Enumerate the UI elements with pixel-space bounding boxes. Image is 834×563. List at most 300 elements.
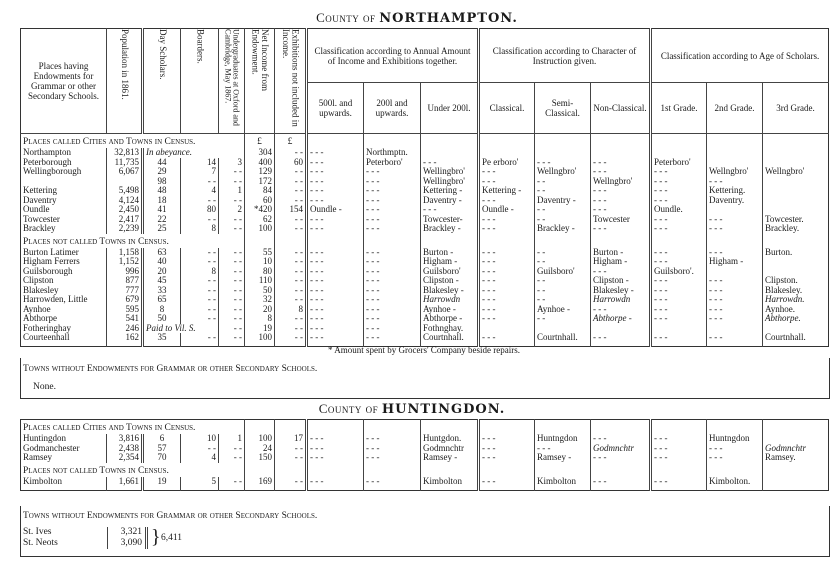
cell-g1: - - -	[651, 196, 707, 206]
cell-board: - -	[181, 177, 219, 187]
cell-cl: - - -	[479, 305, 535, 315]
cell-exh: - -	[275, 186, 307, 196]
table-row	[21, 205, 829, 215]
pound-sign-exhibitions: £	[275, 134, 307, 149]
cell-semi	[535, 324, 591, 334]
cell-pop: 5,498	[107, 186, 143, 196]
cell-place: Peterborough	[23, 157, 72, 167]
cell-ug: - -	[219, 477, 245, 487]
cell-g2: - - -	[707, 314, 763, 324]
cell-g1: - - -	[651, 295, 707, 305]
header-2nd-grade: 2nd Grade.	[707, 83, 763, 134]
cell-iu: Fothnghay.	[421, 324, 479, 334]
cell-semi: Daventry -	[535, 196, 591, 206]
cell-iu: - - -	[421, 158, 479, 168]
cell-non: - - -	[591, 224, 651, 234]
cell-day: 20	[143, 267, 181, 277]
cell-g3: Courtnhall.	[763, 333, 829, 343]
cell-non: Godmnchtr	[591, 444, 651, 454]
without-title: Towns without Endowments for Grammar or other Secondary Schools.	[23, 364, 318, 374]
cell-cl: - - -	[479, 224, 535, 234]
table-row	[21, 177, 829, 187]
cell-ug: - -	[219, 286, 245, 296]
table-row	[21, 295, 829, 305]
cell-i500: - - -	[307, 224, 364, 234]
cell-ug: - -	[219, 305, 245, 315]
without-total: 6,411	[161, 533, 183, 543]
table-row	[21, 434, 829, 444]
cell-pop: 679	[107, 295, 143, 305]
cell-pop: 2,354	[107, 453, 143, 463]
cell-i500: - - -	[307, 434, 364, 444]
cell-exh: - -	[275, 215, 307, 225]
cell-exh: - -	[275, 267, 307, 277]
section-label: Places not called Towns in Census.	[23, 236, 169, 247]
cell-place: Abthorpe	[23, 314, 57, 323]
cell-semi: Courtnhall.	[535, 333, 591, 343]
cell-i500: - - -	[307, 158, 364, 168]
cell-income: 8	[245, 314, 275, 324]
cell-place: Huntingdon	[23, 434, 67, 443]
cell-g3: Abthorpe.	[763, 314, 829, 324]
cell-i500: - - -	[307, 295, 364, 305]
cell-g2: - - -	[707, 248, 763, 258]
cell-cl: - - -	[479, 215, 535, 225]
cell-exh: - -	[275, 333, 307, 343]
cell-day: 40	[143, 257, 181, 267]
cell-ug: - -	[219, 444, 245, 454]
cell-iu: Clipston -	[421, 276, 479, 286]
huntingdon-without-box	[20, 506, 830, 557]
cell-cl: - - -	[479, 286, 535, 296]
cell-income: 55	[245, 248, 275, 258]
cell-day: 70	[143, 453, 181, 463]
cell-exh: - -	[275, 248, 307, 258]
cell-iu: Kettering -	[421, 186, 479, 196]
cell-iu: Aynhoe -	[421, 305, 479, 315]
cell-pop: 4,124	[107, 196, 143, 206]
cell-pop: 541	[107, 314, 143, 324]
header-population: Population in 1861.	[119, 29, 130, 100]
cell-iu: Ramsey -	[421, 453, 479, 463]
cell-non: - - -	[591, 267, 651, 277]
cell-pop: 2,239	[107, 224, 143, 234]
cell-g3: Burton.	[763, 248, 829, 258]
cell-g3	[763, 148, 829, 158]
cell-exh: 60	[275, 158, 307, 168]
cell-pop: 1,152	[107, 257, 143, 267]
cell-cl: - - -	[479, 196, 535, 206]
cell-exh: - -	[275, 196, 307, 206]
cell-board: - -	[181, 196, 219, 206]
cell-g1: Oundle.	[651, 205, 707, 215]
cell-day: 29	[143, 167, 181, 177]
cell-i500: - - -	[307, 148, 364, 158]
section-cities-label: Places called Cities and Towns in Census.	[23, 137, 196, 147]
cell-i200: - - -	[364, 477, 421, 487]
cell-pop: 777	[107, 286, 143, 296]
pound-sign-income: £	[245, 134, 275, 149]
cell-g1: - - -	[651, 186, 707, 196]
cell-i500: - - -	[307, 324, 364, 334]
cell-pop: 996	[107, 267, 143, 277]
cell-g1: - - -	[651, 215, 707, 225]
cell-g2	[707, 205, 763, 215]
cell-pop: 11,735	[107, 158, 143, 168]
cell-board: - -	[181, 248, 219, 258]
cell-i200: - - -	[364, 444, 421, 454]
cell-cl: - - -	[479, 248, 535, 258]
cell-income: 150	[245, 453, 275, 463]
cell-ug: - -	[219, 333, 245, 343]
list-item	[23, 538, 142, 549]
cell-g2: Daventry.	[707, 196, 763, 206]
cell-place: Daventry	[23, 195, 57, 205]
cell-g1: - - -	[651, 276, 707, 286]
cell-i200: - - -	[364, 267, 421, 277]
cell-g1: - - -	[651, 257, 707, 267]
cell-g1: - - -	[651, 333, 707, 343]
cell-pop: 595	[107, 305, 143, 315]
cell-income: 100	[245, 224, 275, 234]
cell-g3: Brackley.	[763, 224, 829, 234]
cell-i200: - - -	[364, 305, 421, 315]
title-name: NORTHAMPTON.	[379, 11, 518, 26]
cell-place: Higham Ferrers	[23, 257, 80, 266]
cell-semi: - -	[535, 186, 591, 196]
cell-g2: - - -	[707, 276, 763, 286]
cell-board: - -	[181, 257, 219, 267]
cell-day: 45	[143, 276, 181, 286]
table-row	[21, 477, 829, 487]
huntingdon-title	[0, 402, 829, 417]
cell-ug: - -	[219, 295, 245, 305]
cell-income: 110	[245, 276, 275, 286]
cell-g2: Kettering.	[707, 186, 763, 196]
cell-g2	[707, 267, 763, 277]
cell-place: Burton Latimer	[23, 247, 79, 257]
cell-iu: Towcester-	[421, 215, 479, 225]
cell-g2	[707, 324, 763, 334]
cell-g2: - - -	[707, 177, 763, 187]
cell-exh: - -	[275, 477, 307, 487]
cell-cl: - - -	[479, 477, 535, 487]
cell-income: 24	[245, 444, 275, 454]
cell-i200: - - -	[364, 248, 421, 258]
cell-i200: - - -	[364, 276, 421, 286]
cell-place: Ramsey	[23, 453, 52, 462]
cell-g2: - - -	[707, 333, 763, 343]
title-name: HUNTINGDON.	[381, 402, 506, 417]
cell-g3: Aynhoe.	[763, 305, 829, 315]
cell-g1: - - -	[651, 314, 707, 324]
cell-semi: - -	[535, 295, 591, 305]
cell-g2: Wellngbro'	[707, 167, 763, 177]
cell-g3: Wellngbro'	[763, 167, 829, 177]
cell-non: - - -	[591, 333, 651, 343]
cell-i500: - - -	[307, 177, 364, 187]
header-semi-classical: Semi-Classical.	[535, 83, 591, 134]
cell-ug: - -	[219, 453, 245, 463]
population: 3,321	[107, 527, 142, 538]
without-title: Towns without Endowments for Grammar or other Secondary Schools.	[23, 511, 318, 521]
cell-day: 35	[143, 333, 181, 343]
cell-i200: - - -	[364, 453, 421, 463]
cell-place: Kettering	[23, 186, 57, 195]
cell-non: Towcester	[591, 215, 651, 225]
cell-i500: - - -	[307, 314, 364, 324]
cell-iu: Blakesley -	[421, 286, 479, 296]
cell-place: Wellingborough	[23, 167, 82, 176]
cell-cl: Pe erboro'	[479, 158, 535, 168]
cell-board: - -	[181, 305, 219, 315]
cell-i500: - - -	[307, 477, 364, 487]
cell-g1: Peterboro'	[651, 158, 707, 168]
cell-place: Harrowden, Little	[23, 295, 88, 304]
cell-i200: - - -	[364, 434, 421, 444]
cell-place: Northampton	[23, 148, 71, 157]
cell-g1: - - -	[651, 434, 707, 444]
cell-cl: Oundle -	[479, 205, 535, 215]
header-net-income: Net Income from Endowment.	[250, 29, 270, 91]
cell-g2	[707, 158, 763, 168]
table-row	[21, 257, 829, 267]
cell-i200: - - -	[364, 295, 421, 305]
header-instruction-group: Classification according to Character of Instruction given.	[479, 29, 651, 83]
cell-day: Paid to Vil. S.	[143, 324, 219, 334]
cell-iu: Guilsboro'	[421, 267, 479, 277]
cell-day: 41	[143, 205, 181, 215]
cell-non: Blakesley -	[591, 286, 651, 296]
cell-exh: - -	[275, 453, 307, 463]
cell-g3	[763, 196, 829, 206]
cell-ug: 3	[219, 158, 245, 168]
list-item	[23, 527, 142, 538]
cell-g2: - - -	[707, 305, 763, 315]
cell-g3: Ramsey.	[763, 453, 829, 463]
without-value: None.	[33, 382, 56, 392]
table-row	[21, 314, 829, 324]
cell-place: Aynhoe	[23, 304, 51, 314]
cell-i200: - - -	[364, 205, 421, 215]
cell-cl: - - -	[479, 333, 535, 343]
cell-iu: Daventry -	[421, 196, 479, 206]
cell-ug: - -	[219, 177, 245, 187]
cell-board: 10	[181, 434, 219, 444]
cell-i200: - - -	[364, 257, 421, 267]
cell-g2: Higham -	[707, 257, 763, 267]
cell-ug: - -	[219, 276, 245, 286]
cell-g3: Blakesley.	[763, 286, 829, 296]
cell-ug: 1	[219, 186, 245, 196]
cell-iu: Harrowdn	[421, 295, 479, 305]
cell-income: 19	[245, 324, 275, 334]
title-prefix: County of	[318, 401, 379, 416]
northampton-title	[0, 11, 834, 26]
cell-i500: - - -	[307, 276, 364, 286]
cell-semi	[535, 148, 591, 158]
cell-iu: Brackley -	[421, 224, 479, 234]
cell-place: Brackley	[23, 224, 56, 233]
cell-cl: - - -	[479, 434, 535, 444]
header-3rd-grade: 3rd Grade.	[763, 83, 829, 134]
table-row	[21, 224, 829, 234]
cell-ug: - -	[219, 215, 245, 225]
cell-board: 80	[181, 205, 219, 215]
cell-cl: - - -	[479, 444, 535, 454]
cell-g1: Guilsboro'.	[651, 267, 707, 277]
cell-income: 50	[245, 286, 275, 296]
cell-non: - - -	[591, 167, 651, 177]
cell-iu: Wellingbro'	[421, 167, 479, 177]
cell-semi: - -	[535, 205, 591, 215]
cell-g2: - - -	[707, 286, 763, 296]
cell-g1: - - -	[651, 177, 707, 187]
table-row	[21, 276, 829, 286]
cell-board: - -	[181, 314, 219, 324]
footnote: * Amount spent by Grocers' Company beside repairs.	[327, 345, 521, 355]
section-label: Places not called Towns in Census.	[23, 465, 169, 476]
cell-i500: - - -	[307, 167, 364, 177]
cell-iu: Huntgdon.	[421, 434, 479, 444]
cell-non	[591, 324, 651, 334]
cell-income: *420	[245, 205, 275, 215]
cell-exh: 17	[275, 434, 307, 444]
cell-cl: - - -	[479, 167, 535, 177]
cell-i200: - - -	[364, 286, 421, 296]
cell-g3	[763, 324, 829, 334]
cell-semi: Ramsey -	[535, 453, 591, 463]
cell-income: 169	[245, 477, 275, 487]
cell-i200: Northmptn.	[364, 148, 421, 158]
cell-non: - - -	[591, 158, 651, 168]
cell-income: 100	[245, 434, 275, 444]
cell-ug: - -	[219, 167, 245, 177]
cell-place: Guilsborough	[23, 266, 73, 276]
cell-income: 80	[245, 267, 275, 277]
cell-i500: Oundle -	[307, 205, 364, 215]
cell-semi: - -	[535, 248, 591, 258]
cell-i500: - - -	[307, 333, 364, 343]
cell-g2: Kimbolton.	[707, 477, 763, 487]
cell-exh: 8	[275, 305, 307, 315]
cell-iu: Courtnhall.	[421, 333, 479, 343]
cell-semi: - -	[535, 314, 591, 324]
cell-g3	[763, 177, 829, 187]
cell-income: 129	[245, 167, 275, 177]
cell-g1	[651, 148, 707, 158]
cell-non	[591, 148, 651, 158]
cell-pop: 2,417	[107, 215, 143, 225]
table-row	[21, 453, 829, 463]
header-1st-grade: 1st Grade.	[651, 83, 707, 134]
header-age-group: Classification according to Age of Scholars.	[651, 29, 829, 83]
cell-i200: - - -	[364, 196, 421, 206]
cell-iu: Godmnchtr	[421, 444, 479, 454]
cell-i200: - - -	[364, 314, 421, 324]
cell-g1: - - -	[651, 224, 707, 234]
cell-semi: - -	[535, 257, 591, 267]
cell-ug: - -	[219, 314, 245, 324]
cell-non: - - -	[591, 305, 651, 315]
cell-non: Higham -	[591, 257, 651, 267]
cell-ug: - -	[219, 248, 245, 258]
cell-non: - - -	[591, 196, 651, 206]
cell-place: Courteenhall	[23, 333, 70, 342]
brace-icon: }	[151, 526, 161, 548]
cell-non: - - -	[591, 477, 651, 487]
cell-iu: Higham -	[421, 257, 479, 267]
table-row	[21, 215, 829, 225]
cell-g3	[763, 205, 829, 215]
cell-g1: - - -	[651, 477, 707, 487]
cell-board: 8	[181, 224, 219, 234]
cell-semi: - -	[535, 177, 591, 187]
cell-day: 65	[143, 295, 181, 305]
cell-g1	[651, 324, 707, 334]
cell-non: Abthorpe -	[591, 314, 651, 324]
cell-cl: - - -	[479, 276, 535, 286]
cell-day: 98	[143, 177, 181, 187]
cell-g3	[763, 267, 829, 277]
header-income-group: Classification according to Annual Amount of Income and Exhibitions together.	[307, 29, 479, 83]
header-income-200: 200l and upwards.	[364, 83, 421, 134]
cell-i200: - - -	[364, 324, 421, 334]
cell-g1: - - -	[651, 286, 707, 296]
cell-day: 8	[143, 305, 181, 315]
cell-iu	[421, 148, 479, 158]
cell-i500: - - -	[307, 248, 364, 258]
cell-exh: - -	[275, 295, 307, 305]
table-row	[21, 167, 829, 177]
cell-g2	[707, 148, 763, 158]
cell-i200: Peterboro'	[364, 158, 421, 168]
population: 3,090	[107, 538, 142, 549]
cell-semi: - -	[535, 276, 591, 286]
table-row	[21, 444, 829, 454]
cell-cl: - - -	[479, 177, 535, 187]
cell-iu: Wellingbro'	[421, 177, 479, 187]
cell-semi: Guilsboro'	[535, 267, 591, 277]
cell-i500: - - -	[307, 305, 364, 315]
cell-day: 18	[143, 196, 181, 206]
cell-ug: - -	[219, 224, 245, 234]
cell-g3: Harrowdn.	[763, 295, 829, 305]
cell-board: 7	[181, 167, 219, 177]
cell-g2: Huntngdon	[707, 434, 763, 444]
cell-exh: - -	[275, 276, 307, 286]
cell-non: - - -	[591, 186, 651, 196]
cell-g3	[763, 186, 829, 196]
cell-exh: - -	[275, 444, 307, 454]
table-row	[21, 148, 829, 158]
cell-day: 6	[143, 434, 181, 444]
cell-day: 19	[143, 477, 181, 487]
cell-g3	[763, 158, 829, 168]
cell-exh: - -	[275, 177, 307, 187]
cell-ug: - -	[219, 196, 245, 206]
cell-semi: Kimbolton	[535, 477, 591, 487]
cell-cl: - - -	[479, 453, 535, 463]
cell-place: Kimbolton	[23, 476, 63, 486]
cell-g1: - - -	[651, 167, 707, 177]
cell-non: - - -	[591, 453, 651, 463]
cell-non: Clipston -	[591, 276, 651, 286]
cell-iu: Kimbolton	[421, 477, 479, 487]
table-row	[21, 267, 829, 277]
cell-exh: - -	[275, 148, 307, 158]
cell-cl: Kettering -	[479, 186, 535, 196]
